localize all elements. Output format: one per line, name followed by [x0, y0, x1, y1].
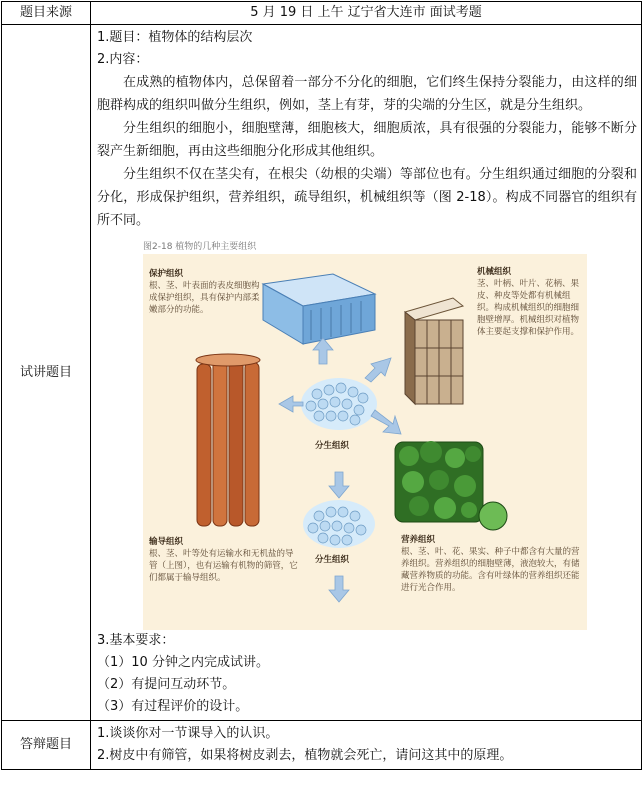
paragraph-1: 在成熟的植物体内，总保留着一部分不分化的细胞，它们终生保持分裂能力，由这样的细胞群构成的组织叫做分生组织，例如，茎上有芽，芽的尖端的分生区，就是分生组织。 [97, 75, 637, 113]
conducting-tissue-text: 根、茎、叶等处有运输水和无机盐的导管（上图），也有运输有机物的筛管，它们都属于输导组织。 [149, 549, 298, 583]
conducting-tissue-note [149, 536, 301, 584]
defense-question-1: 1.谈谈你对一节课导入的认识。 [97, 726, 279, 741]
defense-content [91, 721, 642, 770]
protective-tissue-image [263, 274, 375, 344]
defense-label: 答辩题目 [2, 721, 91, 770]
paragraph-2: 分生组织的细胞小，细胞壁薄，细胞核大，细胞质浓，具有很强的分裂能力，能够不断分裂产生新细胞，再由这些细胞分化形成其他组织。 [97, 121, 637, 159]
nutritive-tissue-note [401, 534, 581, 594]
protective-tissue-text: 根、茎、叶表面的表皮细胞构成保护组织，具有保护内部柔嫩部分的功能。 [149, 281, 260, 315]
meristem-label-lower: 分生组织 [315, 555, 350, 565]
plant-tissue-figure [143, 254, 587, 630]
source-label: 题目来源 [2, 2, 91, 25]
defense-row [2, 721, 642, 770]
arrow-upright [365, 358, 391, 382]
arrow-down-lower [329, 576, 349, 602]
header-row [2, 2, 642, 25]
nutritive-tissue-image [395, 441, 507, 530]
nutritive-tissue-title: 营养组织 [401, 535, 436, 545]
requirement-2: （2）有提问互动环节。 [97, 677, 236, 692]
arrow-downright [371, 410, 401, 434]
lecture-row [2, 25, 642, 721]
paragraph-3: 分生组织不仅在茎尖有，在根尖（幼根的尖端）等部位也有。分生组织通过细胞的分裂和分化，形成保护组织，营养组织，疏导组织，机械组织等（图 2-18）。构成不同器官的组织有所不同。 [97, 167, 637, 228]
protective-tissue-title: 保护组织 [149, 269, 184, 279]
lecture-label: 试讲题目 [2, 25, 91, 721]
source-value: 5 月 19 日 上午 辽宁省大连市 面试考题 [91, 2, 642, 25]
conducting-tissue-title: 输导组织 [149, 537, 184, 547]
arrow-down [329, 472, 349, 498]
mechanical-tissue-note [477, 266, 581, 338]
meristem-cluster-lower [303, 500, 375, 548]
requirement-3: （3）有过程评价的设计。 [97, 699, 249, 714]
defense-question-2: 2.树皮中有筛管，如果将树皮剥去，植物就会死亡，请问这其中的原理。 [97, 748, 513, 763]
mechanical-tissue-text: 茎、叶柄、叶片、花柄、果皮、种皮等处都有机械组织。构成机械组织的细胞细胞壁增厚。机械组织对植物体主要起支撑和保护作用。 [477, 279, 580, 337]
lecture-content [91, 25, 642, 721]
mechanical-tissue-title: 机械组织 [477, 267, 512, 277]
nutritive-tissue-text: 根、茎、叶、花、果实、种子中都含有大量的营养组织。营养组织的细胞壁薄，液泡较大，有储藏营养物质的功能。含有叶绿体的营养组织还能进行光合作用。 [401, 547, 580, 593]
content-heading: 2.内容： [97, 52, 149, 67]
lecture-topic: 1.题目：植物体的结构层次 [97, 30, 253, 45]
conducting-tissue-image [196, 354, 260, 526]
figure-caption: 图2-18 植物的几种主要组织 [143, 242, 257, 252]
protective-tissue-note [149, 268, 265, 316]
arrow-left [279, 396, 303, 412]
requirements [97, 630, 637, 718]
requirement-1: （1）10 分钟之内完成试讲。 [97, 655, 269, 670]
mechanical-tissue-image [405, 298, 463, 404]
meristem-cluster-upper [301, 378, 377, 430]
meristem-label-upper: 分生组织 [315, 441, 350, 451]
exam-sheet [1, 1, 642, 770]
requirements-heading: 3.基本要求： [97, 633, 175, 648]
